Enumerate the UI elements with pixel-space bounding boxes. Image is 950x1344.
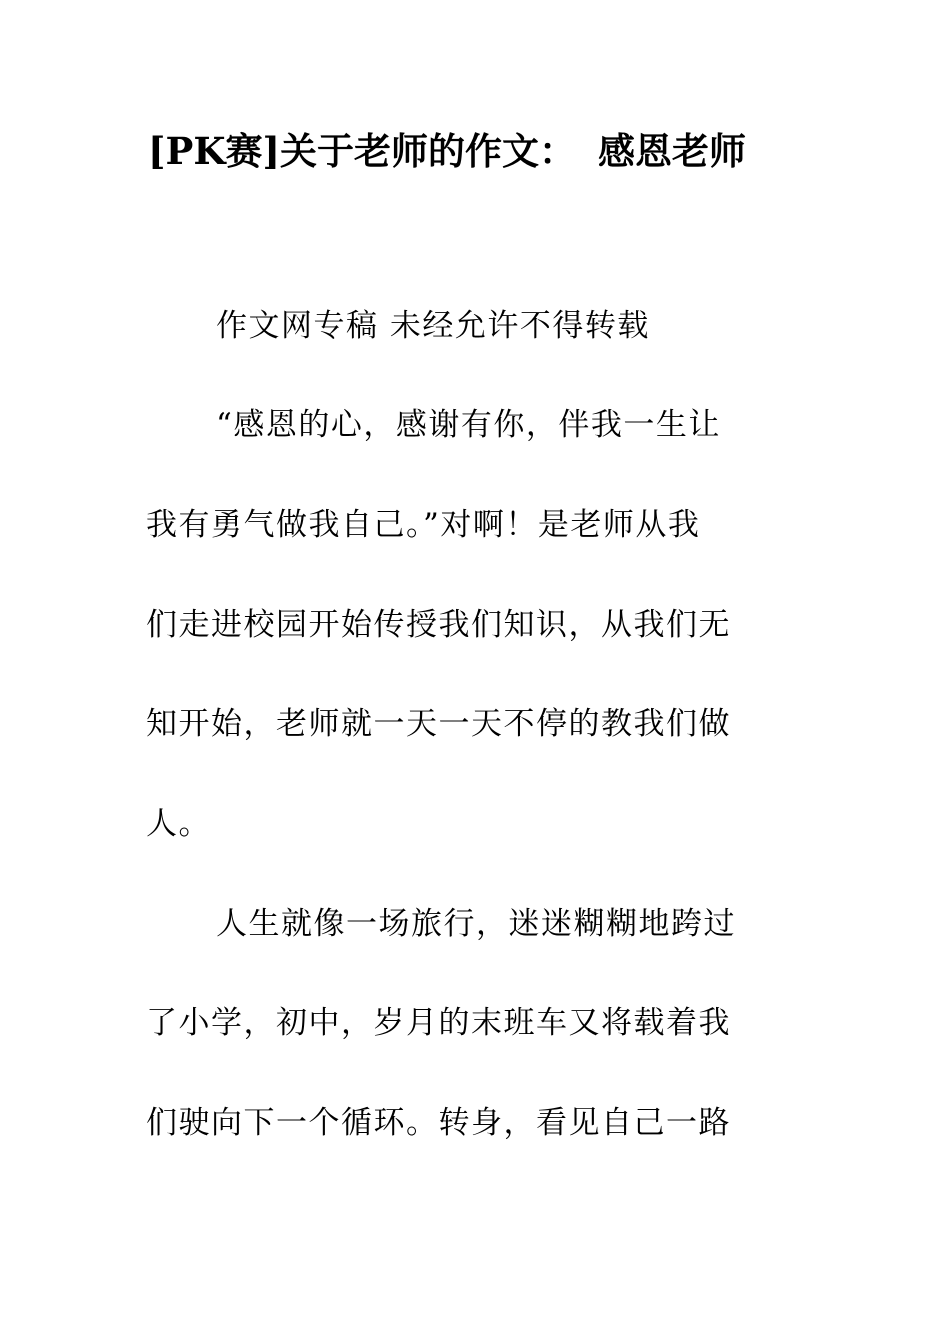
byline: 作文网专稿 未经允许不得转载 (216, 308, 650, 344)
paragraph-line: 我有勇气做我自己。”对啊！是老师从我 (146, 507, 701, 543)
paragraph-line: 了小学，初中，岁月的末班车又将载着我 (146, 1005, 731, 1041)
paragraph-line: 人生就像一场旅行，迷迷糊糊地跨过 (216, 906, 736, 942)
paragraph-line: 知开始，老师就一天一天不停的教我们做 (146, 706, 731, 742)
document-title (148, 126, 828, 176)
title-sub: 感恩老师 (598, 129, 746, 173)
title-main: [PK赛]关于老师的作文： (148, 129, 576, 173)
paragraph-line: “感恩的心，感谢有你，伴我一生让 (216, 407, 721, 443)
paragraph-line: 人。 (146, 806, 211, 842)
paragraph-line: 们走进校园开始传授我们知识，从我们无 (146, 607, 731, 643)
paragraph-line: 们驶向下一个循环。转身，看见自己一路 (146, 1105, 731, 1141)
